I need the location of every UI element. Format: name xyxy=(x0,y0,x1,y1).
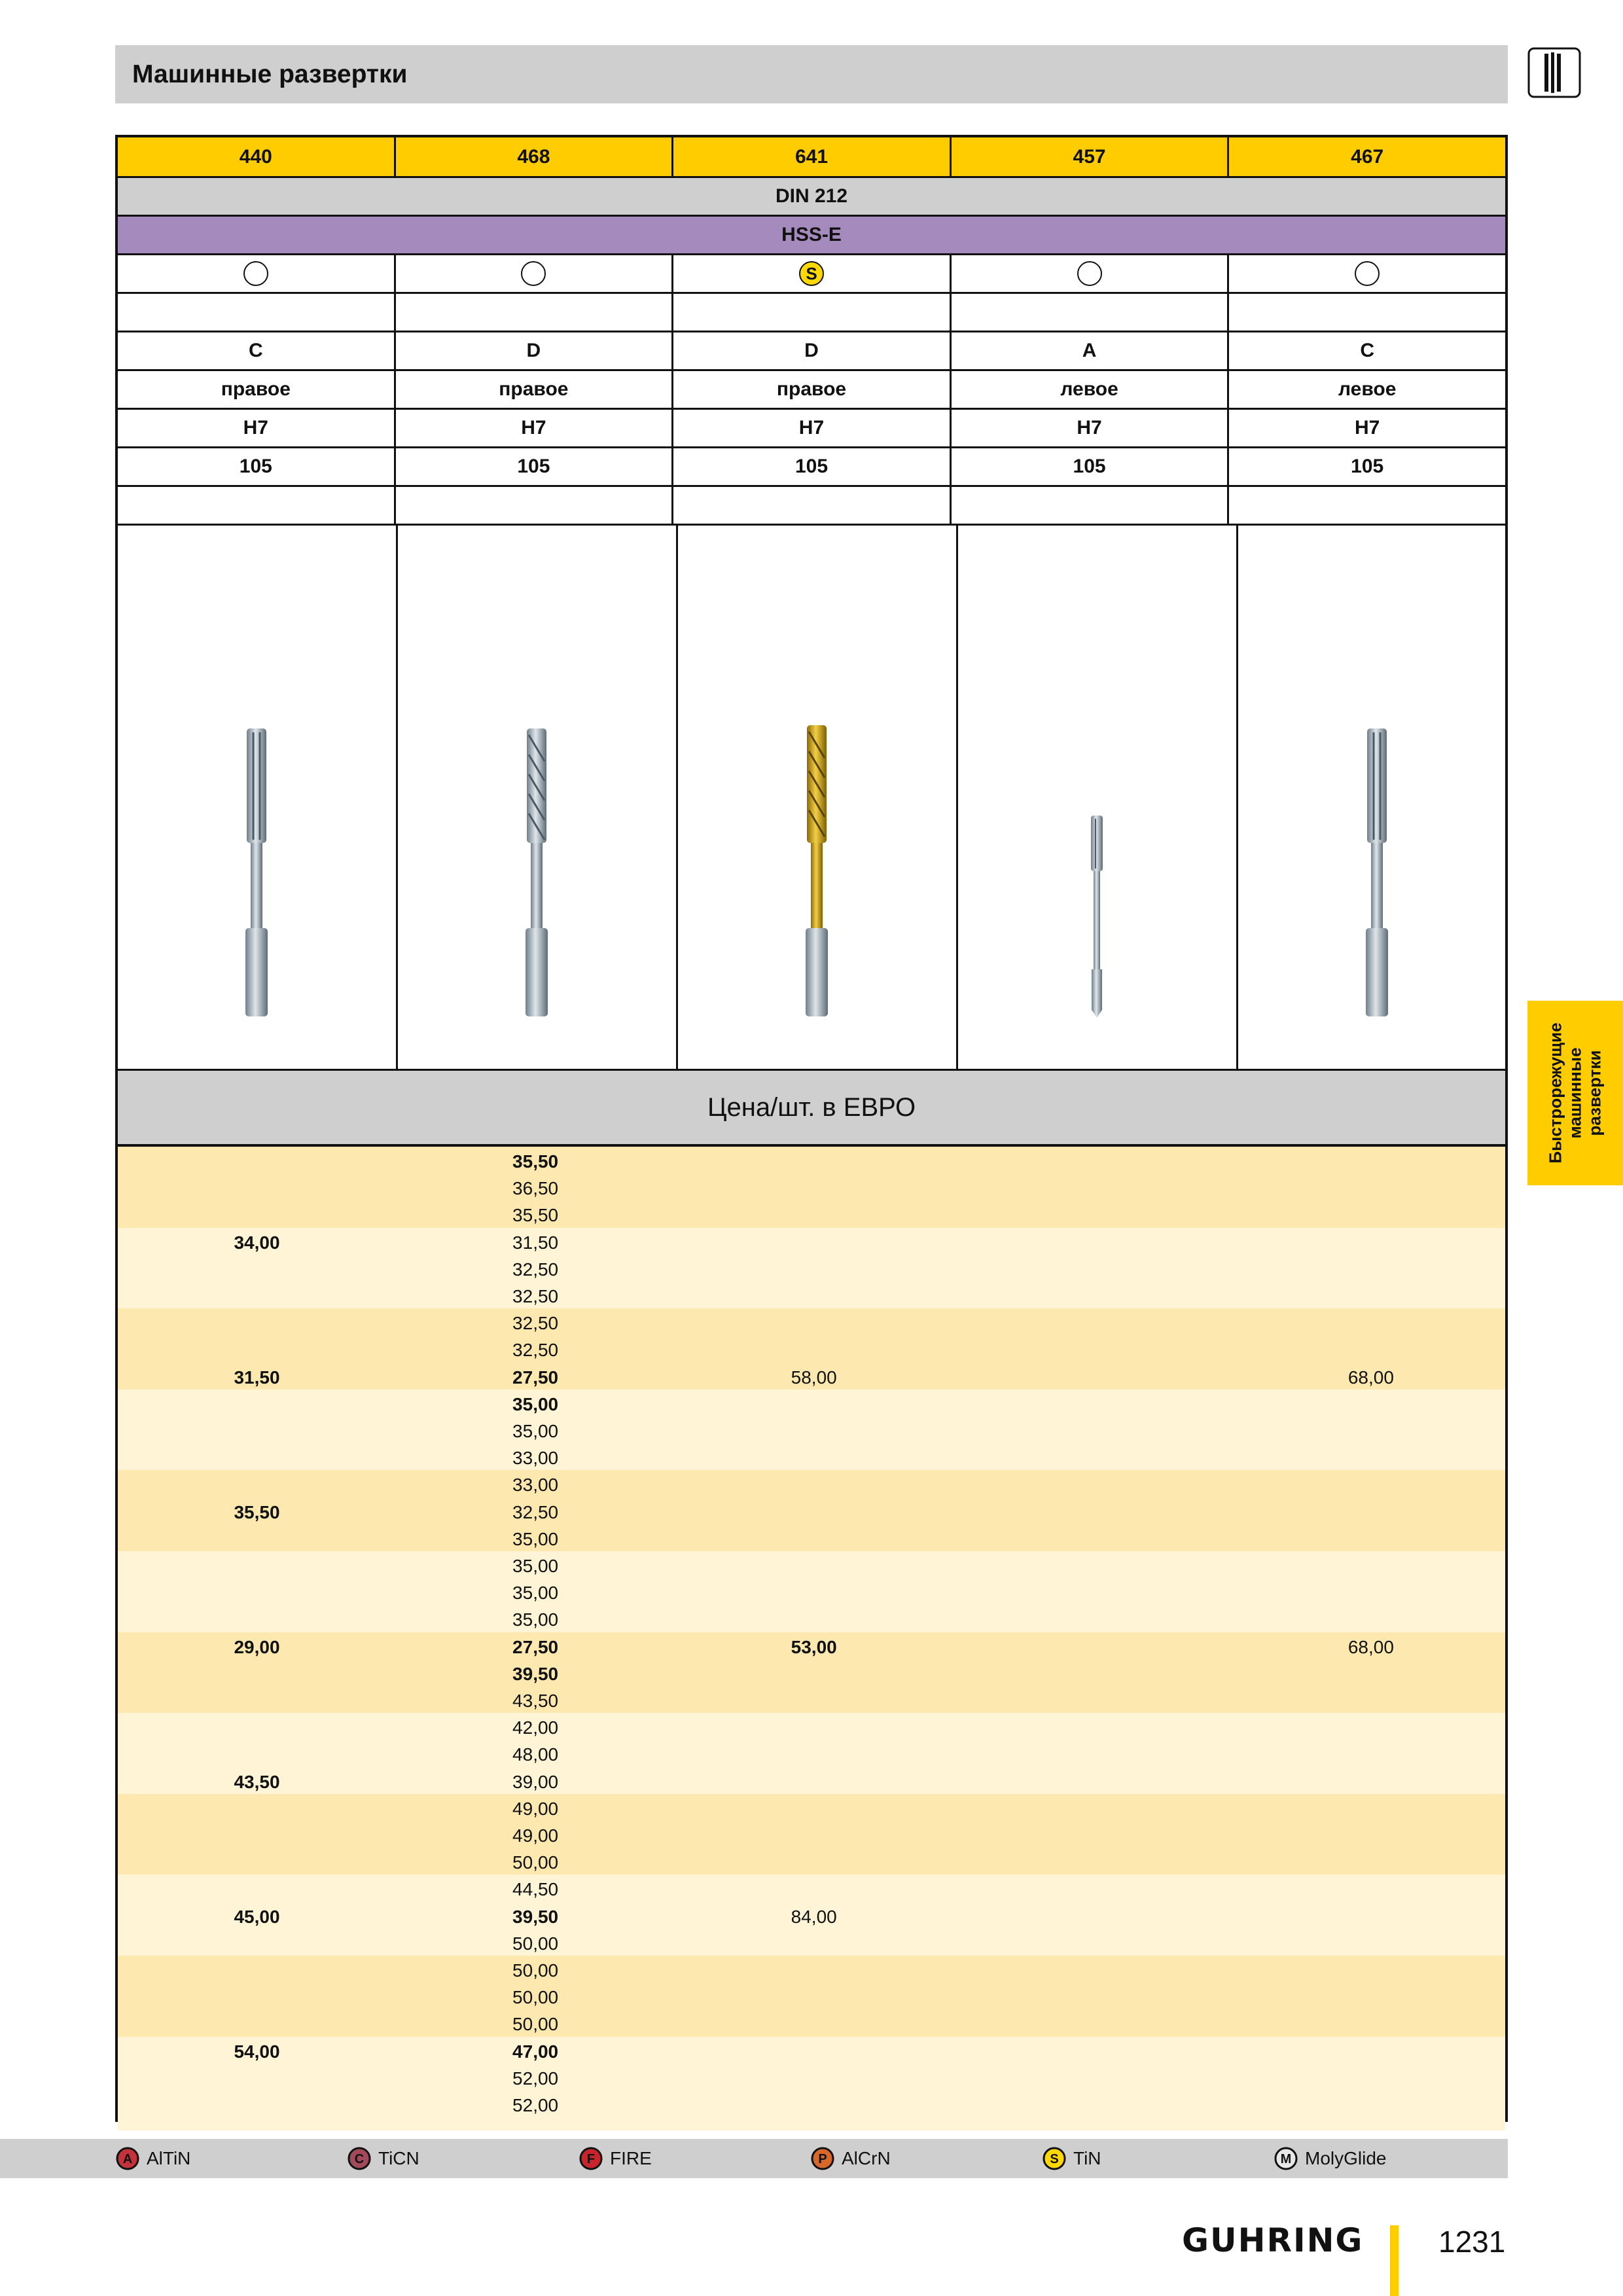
tool-image-row xyxy=(118,524,1505,1069)
legend-item xyxy=(579,2144,652,2173)
reamer-tin-coated-image xyxy=(678,526,956,1069)
section-side-tab[interactable] xyxy=(1527,1001,1623,1185)
empty-row xyxy=(118,292,1505,331)
legend-icon-letter: A xyxy=(122,2152,133,2166)
article-code: 457 xyxy=(950,137,1228,176)
price-cell: 32,50 xyxy=(512,1259,559,1280)
fire-coating-icon xyxy=(579,2146,603,2171)
catalog-book-icon xyxy=(1526,45,1582,101)
price-cell: 36,50 xyxy=(512,1178,559,1199)
standard-number: 105 xyxy=(671,448,950,485)
altin-coating-icon xyxy=(115,2146,140,2171)
uncoated-circle-icon xyxy=(521,261,546,286)
legend-icon-letter: S xyxy=(1050,2152,1059,2166)
page-number: 1231 xyxy=(1438,2225,1506,2259)
price-cell: 32,50 xyxy=(512,1501,559,1522)
reamer-left-hand-image xyxy=(1238,526,1516,1069)
legend-item xyxy=(810,2144,891,2173)
profile-type: C xyxy=(1227,332,1505,369)
tin-coating-icon: S xyxy=(799,261,824,286)
price-cell: 53,00 xyxy=(791,1636,837,1657)
price-cell: 50,00 xyxy=(512,1987,559,2008)
price-cell: 32,50 xyxy=(512,1286,559,1306)
price-cell: 50,00 xyxy=(512,1960,559,1981)
legend-label: FIRE xyxy=(610,2148,652,2168)
price-cell: 33,00 xyxy=(512,1475,559,1496)
price-band xyxy=(118,1147,1505,1228)
reamer-straight-flute-image xyxy=(118,526,396,1069)
profile-type: C xyxy=(248,340,263,361)
legend-item xyxy=(115,2144,190,2173)
legend-icon-letter: P xyxy=(818,2152,827,2166)
standard-number: 105 xyxy=(950,448,1228,485)
price-cell: 35,00 xyxy=(512,1609,559,1630)
legend-item xyxy=(1042,2144,1101,2173)
price-cell: 68,00 xyxy=(1347,1367,1394,1388)
article-code: 641 xyxy=(671,137,950,176)
standard-number: 105 xyxy=(239,456,272,477)
side-tab-line: Быстрорежущие xyxy=(1546,1022,1565,1164)
price-cell: 35,50 xyxy=(512,1205,559,1226)
coating-legend xyxy=(0,2139,1508,2178)
legend-item xyxy=(1274,2144,1386,2173)
number-row xyxy=(118,446,1505,485)
legend-icon-letter: F xyxy=(586,2152,596,2166)
tolerance: H7 xyxy=(950,410,1228,446)
article-code: 468 xyxy=(394,137,672,176)
profile-type: D xyxy=(671,332,950,369)
price-header: Цена/шт. в ЕВРО xyxy=(118,1069,1505,1144)
standard-number: 105 xyxy=(394,448,672,485)
price-cell: 49,00 xyxy=(512,1825,559,1846)
page-title: Машинные развертки xyxy=(115,45,1508,103)
price-cell: 49,00 xyxy=(512,1798,559,1819)
price-cell: 33,00 xyxy=(512,1448,559,1469)
price-cell: 50,00 xyxy=(512,1852,559,1873)
legend-label: MolyGlide xyxy=(1305,2148,1387,2168)
cut-direction: правое xyxy=(671,371,950,408)
price-cell: 35,50 xyxy=(234,1501,280,1522)
price-cell: 35,00 xyxy=(512,1528,559,1549)
profile-type: A xyxy=(950,332,1228,369)
uncoated-circle-icon xyxy=(1355,261,1380,286)
price-cell: 35,00 xyxy=(512,1393,559,1414)
standard-number: 105 xyxy=(1227,448,1505,485)
product-spec-table xyxy=(115,135,1508,2122)
price-cell: 42,00 xyxy=(512,1717,559,1738)
price-cell: 34,00 xyxy=(234,1232,280,1253)
coating-row xyxy=(118,253,1505,292)
legend-icon-letter: C xyxy=(354,2152,365,2166)
price-cell: 47,00 xyxy=(512,2041,559,2062)
price-cell: 50,00 xyxy=(512,1933,559,1954)
empty-row xyxy=(118,485,1505,524)
price-band xyxy=(118,1956,1505,2037)
reamer-spiral-flute-image xyxy=(398,526,676,1069)
price-cell: 52,00 xyxy=(512,2068,559,2089)
material-label: HSS-E xyxy=(781,224,842,245)
article-code: 440 xyxy=(239,145,272,168)
article-code: 467 xyxy=(1227,137,1505,176)
legend-label: AlCrN xyxy=(842,2148,891,2168)
price-band xyxy=(118,1794,1505,1875)
molyglide-coating-icon xyxy=(1274,2146,1298,2171)
brand-logo: GUHRING xyxy=(1182,2221,1364,2259)
price-cell: 31,50 xyxy=(512,1232,559,1253)
uncoated-circle-icon xyxy=(243,261,268,286)
price-cell: 32,50 xyxy=(512,1340,559,1361)
price-cell: 58,00 xyxy=(791,1367,837,1388)
standard-row xyxy=(118,176,1505,215)
price-cell: 35,00 xyxy=(512,1421,559,1441)
legend-label: AlTiN xyxy=(147,2148,191,2168)
tolerance: H7 xyxy=(394,410,672,446)
material-row xyxy=(118,215,1505,253)
price-cell: 35,50 xyxy=(512,1151,559,1172)
price-cell: 35,00 xyxy=(512,1556,559,1576)
price-cell: 29,00 xyxy=(234,1636,280,1657)
price-cell: 48,00 xyxy=(512,1744,559,1765)
legend-icon-letter: M xyxy=(1280,2152,1292,2166)
price-cell: 32,50 xyxy=(512,1313,559,1334)
cut-direction: правое xyxy=(394,371,672,408)
price-band xyxy=(118,1551,1505,1632)
price-cell: 52,00 xyxy=(512,2095,559,2115)
legend-label: TiCN xyxy=(378,2148,419,2168)
tolerance: H7 xyxy=(243,417,268,439)
uncoated-circle-icon xyxy=(1077,261,1102,286)
price-cell: 39,50 xyxy=(512,1663,559,1684)
standard-label: DIN 212 xyxy=(775,185,848,207)
alcrn-coating-icon xyxy=(810,2146,835,2171)
price-cell: 43,50 xyxy=(234,1771,280,1792)
article-code-row xyxy=(118,137,1505,176)
price-table xyxy=(118,1144,1505,2119)
price-cell: 54,00 xyxy=(234,2041,280,2062)
price-cell: 27,50 xyxy=(512,1636,559,1657)
price-cell: 44,50 xyxy=(512,1879,559,1900)
cut-direction: левое xyxy=(1227,371,1505,408)
cut-direction: правое xyxy=(221,378,291,400)
side-tab-line: развертки xyxy=(1585,1050,1605,1136)
tin-coating-icon xyxy=(1042,2146,1067,2171)
footer-divider xyxy=(1390,2225,1399,2296)
price-cell: 39,00 xyxy=(512,1771,559,1792)
price-cell: 39,50 xyxy=(512,1906,559,1927)
legend-label: TiN xyxy=(1073,2148,1101,2168)
price-cell: 84,00 xyxy=(791,1906,837,1927)
ticn-coating-icon xyxy=(347,2146,372,2171)
price-cell: 31,50 xyxy=(234,1367,280,1388)
legend-item xyxy=(347,2144,419,2173)
tolerance: H7 xyxy=(1227,410,1505,446)
price-cell: 43,50 xyxy=(512,1691,559,1711)
price-band xyxy=(118,1390,1505,1471)
profile-type: D xyxy=(394,332,672,369)
reamer-small-image xyxy=(958,526,1236,1069)
price-cell: 50,00 xyxy=(512,2014,559,2035)
tolerance-row xyxy=(118,408,1505,446)
side-tab-line: машинные xyxy=(1565,1047,1585,1139)
price-cell: 35,00 xyxy=(512,1583,559,1604)
tolerance: H7 xyxy=(671,410,950,446)
profile-row xyxy=(118,331,1505,369)
cut-direction: левое xyxy=(950,371,1228,408)
price-cell: 27,50 xyxy=(512,1367,559,1388)
direction-row xyxy=(118,369,1505,408)
price-cell: 45,00 xyxy=(234,1906,280,1927)
price-cell: 68,00 xyxy=(1347,1636,1394,1657)
